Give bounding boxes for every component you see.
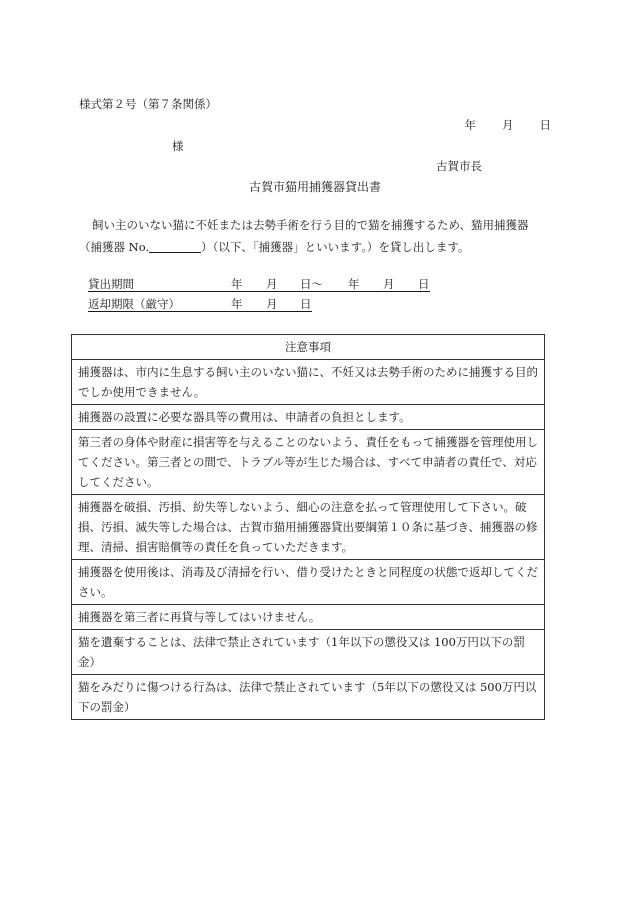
lending-underline	[88, 291, 430, 292]
issue-date	[465, 117, 552, 133]
date-year-label: 年	[464, 118, 476, 132]
issuer: 古賀市長	[436, 159, 482, 173]
date-day-label: 日	[539, 118, 551, 132]
date-month-label: 月	[502, 118, 514, 132]
lending-to-month: 月	[383, 277, 395, 291]
table-row	[72, 605, 545, 630]
note-item: 第三者の身体や財産に損害等を与えることのないよう、責任をもって捕獲器を管理使用してください。第三者との間で、トラブル等が生じた場合は、すべて申請者の責任で、対応してください。	[72, 430, 545, 495]
note-item: 猫をみだりに傷つける行為は、法律で禁止されています（5年以下の懲役又は 500万円以下の罰金）	[72, 675, 545, 720]
return-deadline-label: 返却期限（厳守）	[88, 297, 180, 311]
notes-header-row	[72, 335, 545, 360]
lending-to-year: 年	[348, 277, 360, 291]
document-title: 古賀市猫用捕獲器貸出書	[248, 180, 381, 194]
body-paragraph	[79, 214, 549, 258]
note-item: 猫を遺棄することは、法律で禁止されています（1年以下の懲役又は 100万円以下の罰金）	[72, 630, 545, 675]
lending-period-row	[88, 276, 430, 292]
table-row	[72, 430, 545, 495]
note-item: 捕獲器の設置に必要な器具等の費用は、申請者の負担とします。	[72, 405, 545, 430]
lending-to-day: 日	[418, 277, 430, 291]
trap-number-blank	[149, 240, 201, 253]
return-deadline-row	[88, 296, 312, 312]
return-year: 年	[231, 297, 243, 311]
table-row	[72, 360, 545, 405]
lending-from-year: 年	[231, 277, 243, 291]
note-item: 捕獲器は、市内に生息する飼い主のいない猫に、不妊又は去勢手術のために捕獲する目的でしか使用できません。	[72, 360, 545, 405]
notes-table	[71, 334, 545, 720]
body-text-before: 飼い主のいない猫に不妊または去勢手術を行う目的で猫を捕獲するため、猫用捕獲器（捕獲器 No.	[79, 218, 529, 254]
table-row	[72, 405, 545, 430]
lending-from-month: 月	[266, 277, 278, 291]
addressee-suffix: 様	[172, 139, 184, 153]
table-row	[72, 630, 545, 675]
notes-header: 注意事項	[72, 335, 545, 360]
table-row	[72, 675, 545, 720]
lending-from-day: 日～	[300, 277, 323, 291]
form-number: 様式第２号（第７条関係）	[79, 97, 217, 111]
body-text-after: ）（以下、「捕獲器」といいます。）を貸し出します。	[201, 240, 470, 254]
note-item: 捕獲器を第三者に再貸与等してはいけません。	[72, 605, 545, 630]
note-item: 捕獲器を破損、汚損、紛失等しないよう、細心の注意を払って管理使用して下さい。破損、汚損、滅失等した場合は、古賀市猫用捕獲器貸出要綱第１０条に基づき、捕獲器の修理、清掃、損害賠償等の責任を負っていただきます。	[72, 495, 545, 560]
lending-period-label: 貸出期間	[88, 277, 134, 291]
return-day: 日	[300, 297, 312, 311]
return-month: 月	[266, 297, 278, 311]
note-item: 捕獲器を使用後は、消毒及び清掃を行い、借り受けたときと同程度の状態で返却してください。	[72, 560, 545, 605]
table-row	[72, 560, 545, 605]
table-row	[72, 495, 545, 560]
return-underline	[88, 311, 312, 312]
